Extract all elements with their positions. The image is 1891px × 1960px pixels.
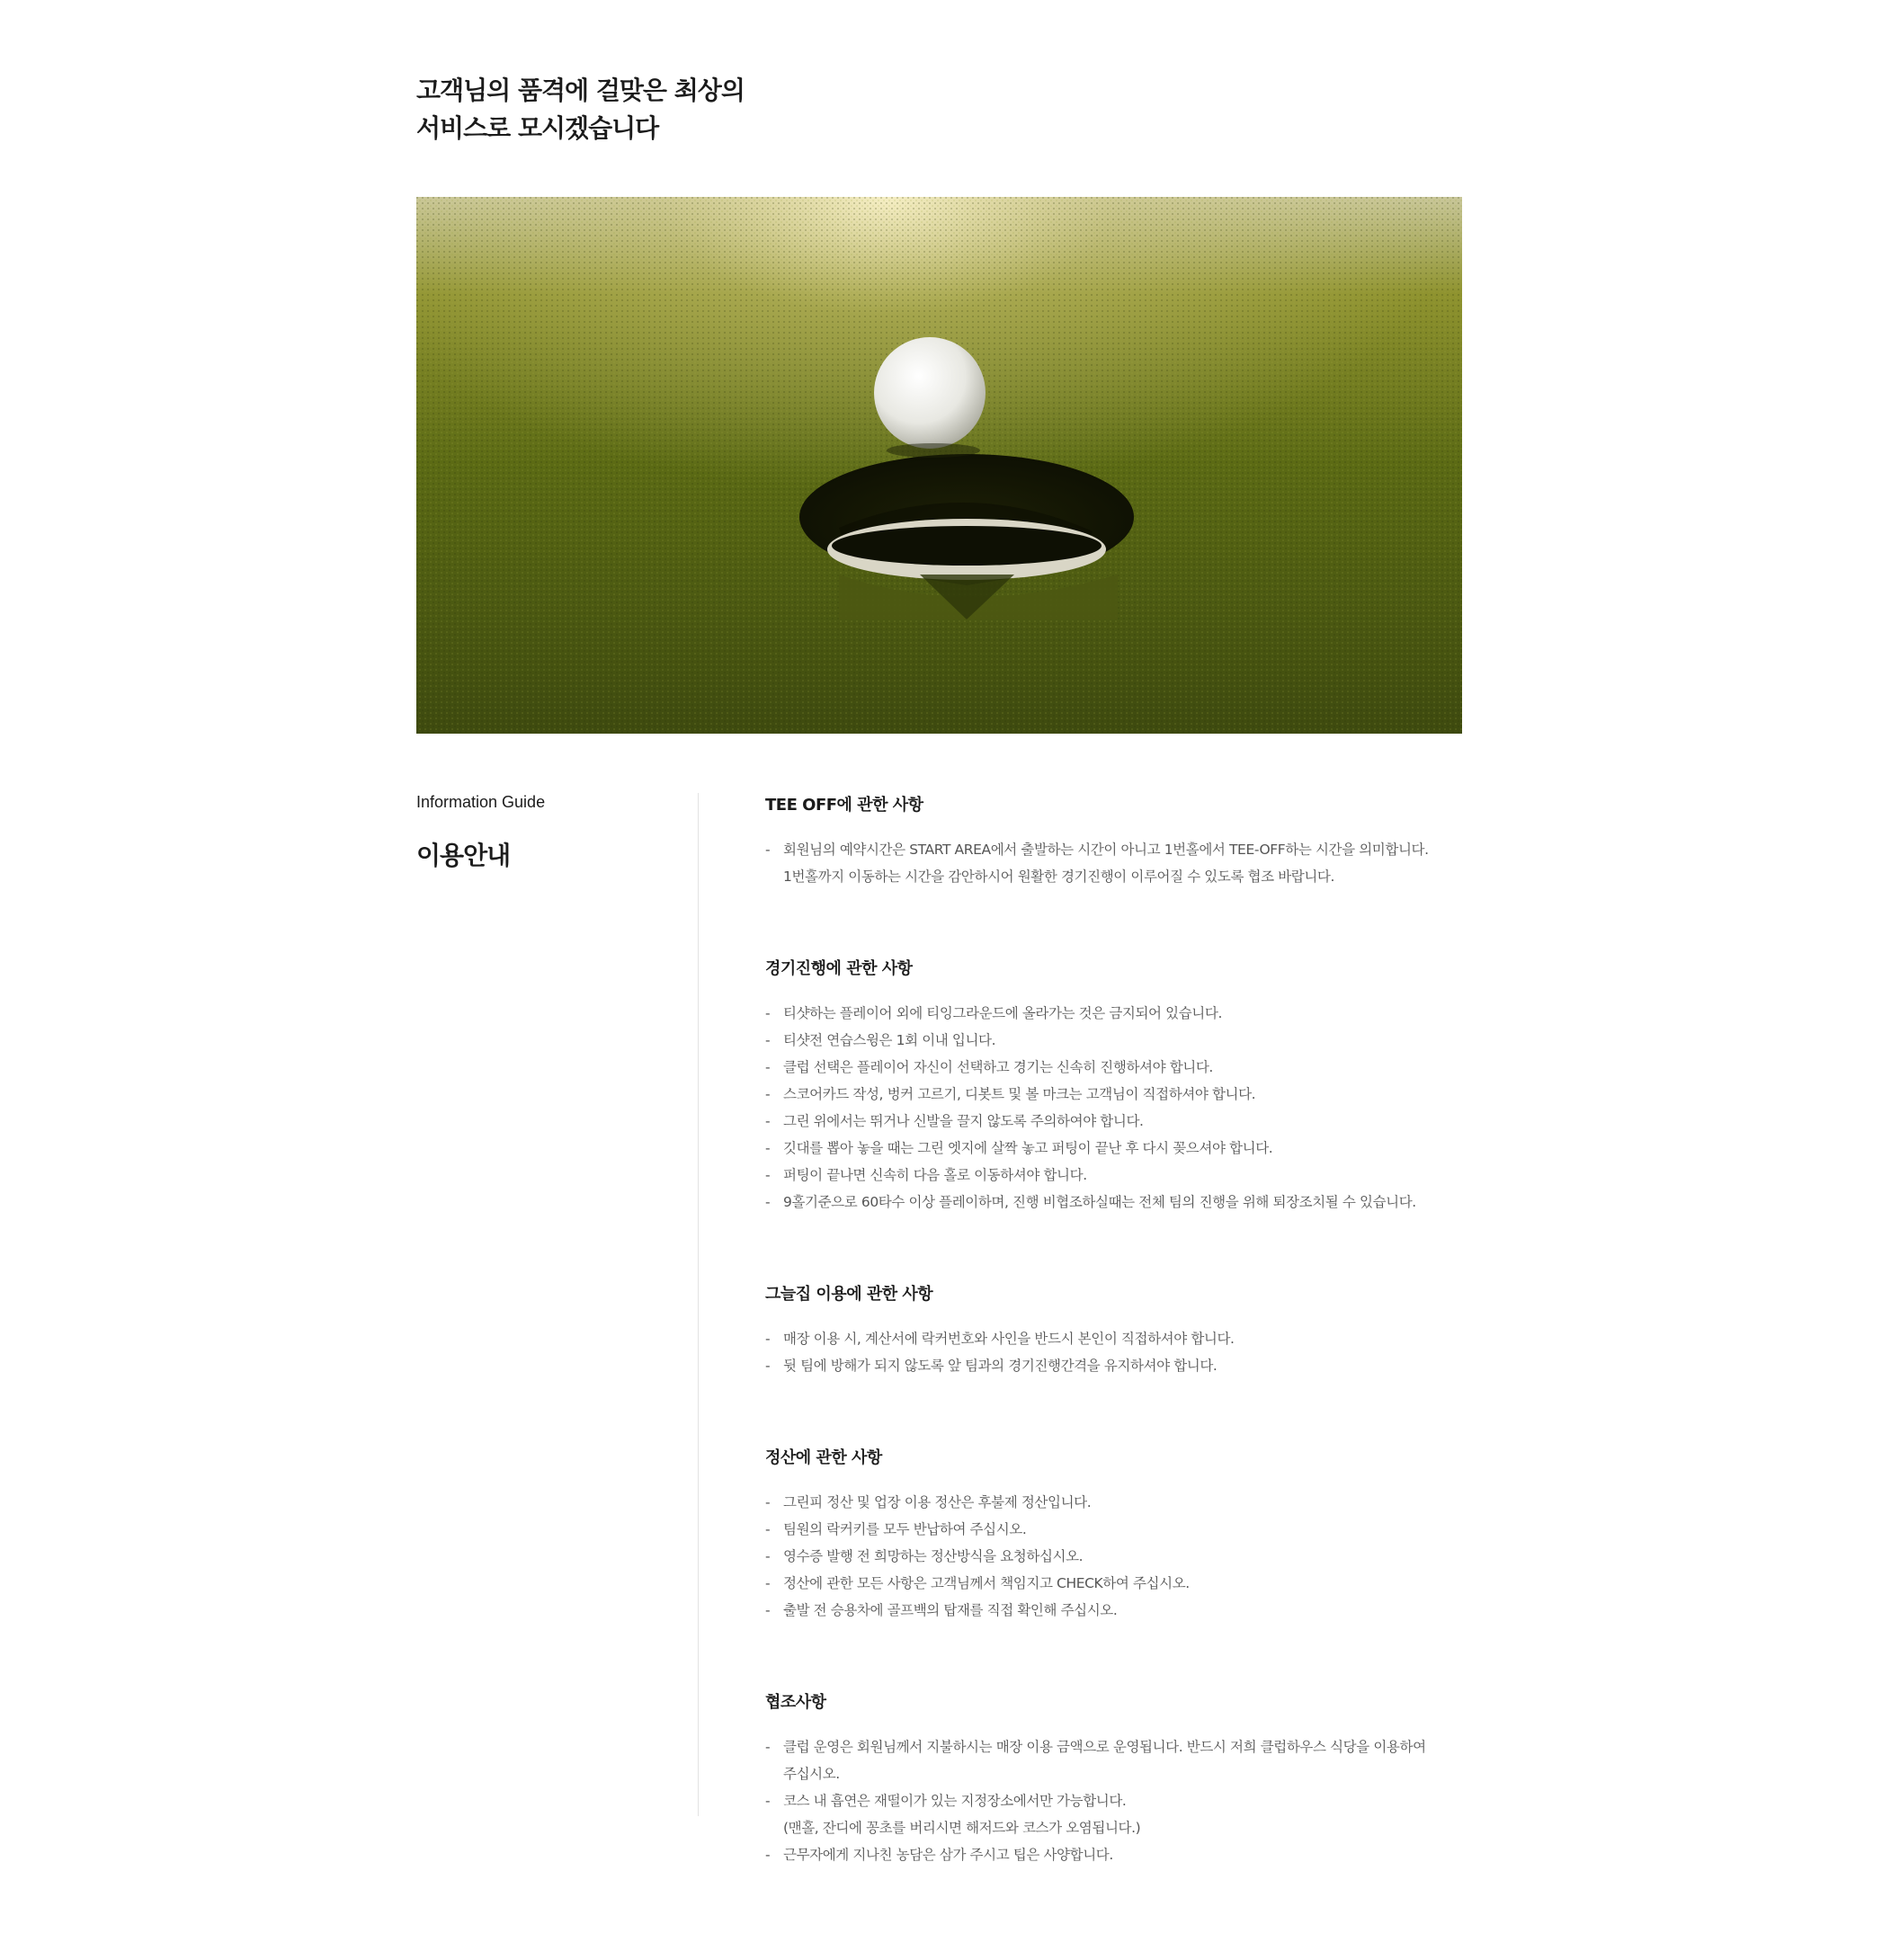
bullet-dash: - — [765, 1494, 771, 1510]
section-item-list — [765, 1489, 1476, 1624]
bullet-dash: - — [765, 842, 771, 858]
headline-line-1: 고객님의 품격에 걸맞은 최상의 — [416, 76, 745, 105]
list-item — [765, 836, 1476, 890]
bullet-dash: - — [765, 1167, 771, 1183]
bullet-dash: - — [765, 1140, 771, 1156]
list-item-text: 팀원의 락커키를 모두 반납하여 주십시오. — [783, 1521, 1027, 1537]
list-item-text: 매장 이용 시, 계산서에 락커번호와 사인을 반드시 본인이 직접하셔야 합니다. — [783, 1331, 1235, 1347]
list-item — [765, 1597, 1476, 1624]
list-item-text: 그린피 정산 및 업장 이용 정산은 후불제 정산입니다. — [783, 1494, 1092, 1510]
hero-image — [416, 197, 1462, 734]
section-item-list — [765, 1000, 1476, 1216]
vertical-divider — [698, 793, 699, 1816]
list-item-text: 티샷전 연습스윙은 1회 이내 입니다. — [783, 1032, 996, 1048]
bullet-dash: - — [765, 1521, 771, 1537]
bullet-dash: - — [765, 1602, 771, 1618]
list-item — [765, 1841, 1476, 1868]
list-item — [765, 1162, 1476, 1189]
list-item — [765, 1733, 1476, 1787]
list-item-text: 퍼팅이 끝나면 신속히 다음 홀로 이동하셔야 합니다. — [783, 1167, 1087, 1183]
list-item — [765, 1000, 1476, 1027]
list-item-text: 뒷 팀에 방해가 되지 않도록 앞 팀과의 경기진행간격을 유지하셔야 합니다. — [783, 1358, 1218, 1374]
list-item-text: 티샷하는 플레이어 외에 티잉그라운드에 올라가는 것은 금지되어 있습니다. — [783, 1005, 1222, 1021]
list-item-text: 깃대를 뽑아 놓을 때는 그린 엣지에 살짝 놓고 퍼팅이 끝난 후 다시 꽂으셔야 합니다. — [783, 1140, 1273, 1156]
list-item-text: 코스 내 흡연은 재떨이가 있는 지정장소에서만 가능합니다. (맨홀, 잔디에 꽁초를 버리시면 해저드와 코스가 오염됩니다.) — [783, 1793, 1141, 1836]
bullet-dash: - — [765, 1059, 771, 1075]
bullet-dash: - — [765, 1331, 771, 1347]
page-headline — [416, 72, 745, 147]
bullet-dash: - — [765, 1358, 771, 1374]
list-item-text: 클럽 선택은 플레이어 자신이 선택하고 경기는 신속히 진행하셔야 합니다. — [783, 1059, 1213, 1075]
section-title: 그늘집 이용에 관한 사항 — [765, 1285, 933, 1304]
list-item — [765, 1570, 1476, 1597]
list-item-text: 클럽 운영은 회원님께서 지불하시는 매장 이용 금액으로 운영됩니다. 반드시 저희 클럽하우스 식당을 이용하여 주십시오. — [783, 1739, 1426, 1782]
section-item-list — [765, 1325, 1476, 1379]
bullet-dash: - — [765, 1847, 771, 1863]
guide-section — [765, 1688, 1476, 1868]
list-item-text: 회원님의 예약시간은 START AREA에서 출발하는 시간이 아니고 1번홀에서 TEE-OFF하는 시간을 의미합니다. 1번홀까지 이동하는 시간을 감안하시어 원활한 경기진행이 이루어질 수 있도록 협조 바랍니다. — [783, 842, 1429, 885]
guide-heading — [416, 789, 686, 872]
section-title: 정산에 관한 사항 — [765, 1448, 882, 1467]
list-item — [765, 1325, 1476, 1352]
list-item — [765, 1189, 1476, 1216]
guide-section — [765, 1280, 1476, 1379]
section-item-list — [765, 836, 1476, 890]
bullet-dash: - — [765, 1793, 771, 1809]
section-title: 협조사항 — [765, 1693, 826, 1712]
list-item — [765, 1352, 1476, 1379]
list-item-text: 그린 위에서는 뛰거나 신발을 끌지 않도록 주의하여야 합니다. — [783, 1113, 1144, 1129]
list-item-text: 영수증 발행 전 희망하는 정산방식을 요청하십시오. — [783, 1548, 1084, 1564]
list-item — [765, 1027, 1476, 1054]
bullet-dash: - — [765, 1575, 771, 1591]
guide-section — [765, 1444, 1476, 1624]
bullet-dash: - — [765, 1005, 771, 1021]
list-item-text: 출발 전 승용차에 골프백의 탑재를 직접 확인해 주십시오. — [783, 1602, 1118, 1618]
list-item — [765, 1135, 1476, 1162]
list-item — [765, 1081, 1476, 1108]
guide-eng-title: Information Guide — [416, 793, 546, 811]
list-item-text: 9홀기준으로 60타수 이상 플레이하며, 진행 비협조하실때는 전체 팀의 진행을 위해 퇴장조치될 수 있습니다. — [783, 1194, 1416, 1210]
list-item-text: 정산에 관한 모든 사항은 고객님께서 책임지고 CHECK하여 주십시오. — [783, 1575, 1190, 1591]
section-title: TEE OFF에 관한 사항 — [765, 796, 923, 815]
list-item — [765, 1054, 1476, 1081]
bullet-dash: - — [765, 1194, 771, 1210]
golf-ball-hole-photo — [416, 197, 1462, 734]
headline-line-2: 서비스로 모시겠습니다 — [416, 113, 659, 143]
guide-section — [765, 791, 1476, 890]
guide-section — [765, 955, 1476, 1216]
bullet-dash: - — [765, 1113, 771, 1129]
guide-content — [765, 791, 1476, 1933]
list-item — [765, 1489, 1476, 1516]
bullet-dash: - — [765, 1086, 771, 1102]
section-title: 경기진행에 관한 사항 — [765, 959, 913, 978]
guide-kor-title: 이용안내 — [416, 841, 511, 870]
bullet-dash: - — [765, 1548, 771, 1564]
list-item — [765, 1516, 1476, 1543]
list-item — [765, 1543, 1476, 1570]
list-item — [765, 1787, 1476, 1841]
list-item-text: 스코어카드 작성, 벙커 고르기, 디봇트 및 볼 마크는 고객님이 직접하셔야 합니다. — [783, 1086, 1256, 1102]
bullet-dash: - — [765, 1032, 771, 1048]
bullet-dash: - — [765, 1739, 771, 1755]
section-item-list — [765, 1733, 1476, 1868]
list-item-text: 근무자에게 지나친 농담은 삼가 주시고 팁은 사양합니다. — [783, 1847, 1113, 1863]
list-item — [765, 1108, 1476, 1135]
